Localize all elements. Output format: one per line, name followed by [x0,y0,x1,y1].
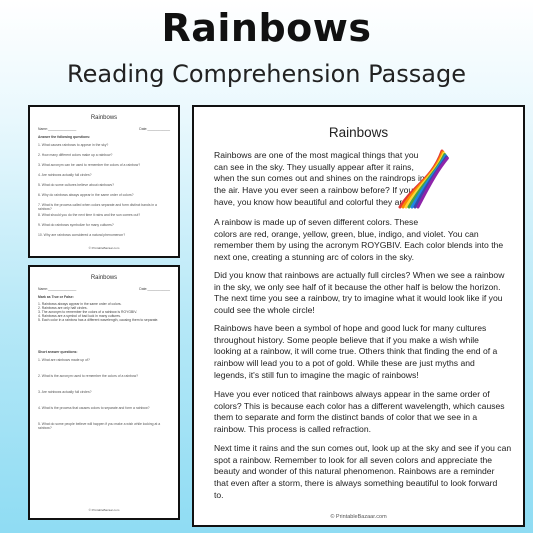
worksheet-footer: © PrintableBazaar.com [88,508,120,512]
question-item: 6. Why do rainbows always appear in the same order of colors? [38,193,134,197]
tf-item: 3. The acronym to remember the colors of a rainbow is ROYGBIV. [38,310,138,314]
tf-item: 4. Rainbows are a symbol of bad luck in many cultures. [38,314,121,318]
tf-item: 1. Rainbows always appear in the same order of colors. [38,302,122,306]
question-item: 3. What acronym can be used to remember the colors of a rainbow? [38,163,141,167]
true-false-heading: Mark as True or False: [38,295,74,299]
sa-item: 4. What is the process that causes colors to separate and form a rainbow? [38,406,150,410]
passage-paragraph-2: A rainbow is made up of seven different colors. These colors are red, orange, yellow, green, blue, indigo, and violet. You can remember them by using the acronym ROYGBIV. Each color blends into the next one, creating a stunning arc of colors in the sky. [214,217,504,263]
passage-paragraph-4: Rainbows have been a symbol of hope and good luck for many cultures throughout history. Some people believe that if you make a wish while looking at a rainbow, it will come true. Others think that finding the end of a rainbow will lead you to a pot of gold. While these are just myths and legends, it's still fun to imagine the magic of rainbows! [214,323,498,380]
name-date-row [38,287,170,291]
question-item: 1. What causes rainbows to appear in the sky? [38,143,109,147]
question-item: 2. How many different colors make up a rainbow? [38,153,113,157]
sa-item: 5. What do some people believe will happen if you make a wish while looking at a rainbow? [38,422,161,430]
name-label: Name:_______________ [38,127,77,131]
worksheet-title: Rainbows [90,115,118,121]
question-item: 9. What do rainbows symbolize for many cultures? [38,223,114,227]
passage-paragraph-1: Rainbows are one of the most magical things that you can see in the sky. They usually appear after it rains, when the sun comes out and shines on the raindrops in the air. Have you ever seen a rainbow before? If you have, you know how beautiful and colorful they are! [214,150,425,207]
short-answer-heading: Short answer questions: [38,350,78,354]
worksheet-instruction: Answer the following questions: [38,135,91,139]
date-label: Date:____________ [139,287,170,291]
sa-item: 1. What are rainbows made up of? [38,358,90,362]
tf-item: 2. Rainbows are only half circles. [38,306,88,310]
sa-item: 3. Are rainbows actually full circles? [38,390,92,394]
passage-paragraph-5: Have you ever noticed that rainbows always appear in the same order of colors? This is because each color has a different wavelength, which causes them to separate and form the distinct bands of color that we see in a rainbow. This process is called refraction. [214,389,505,435]
passage-paragraph-3: Did you know that rainbows are actually full circles? When we see a rainbow in the sky, we only see half of it because the other half is below the horizon. The next time you see a rainbow, try to imagine what it would look like if you could see the whole circle! [214,270,505,316]
question-item: 8. What should you do the next time it rains and the sun comes out? [38,213,141,217]
rainbow-band [406,153,444,207]
tf-item: 5. Each color in a rainbow has a different wavelength, causing them to separate. [38,318,159,322]
sa-item: 2. What is the acronym used to remember the colors of a rainbow? [38,374,139,378]
name-date-row [38,127,170,131]
date-label: Date:____________ [139,127,170,131]
question-item: 5. What do some cultures believe about rainbows? [38,183,114,187]
product-subtitle: Reading Comprehension Passage [67,60,466,88]
question-item: 4. Are rainbows actually full circles? [38,173,92,177]
worksheet-title: Rainbows [90,275,118,281]
page-footer: © PrintableBazaar.com [330,514,387,520]
reading-passage-page [192,105,525,527]
product-title: Rainbows [161,6,372,50]
question-item: 10. Why are rainbows considered a natural phenomenon? [38,233,126,237]
worksheet-true-false-preview [28,265,180,520]
passage-title: Rainbows [328,125,389,140]
passage-paragraph-6: Next time it rains and the sun comes out, look up at the sky and see if you can spot a rainbow. Remember to look for all seven colors and appreciate the beauty and wonder of this natural phenomenon. Rainbows are a reminder that even after a storm, there is always something beautiful to look forward to. [214,443,512,500]
worksheet-footer: © PrintableBazaar.com [88,246,120,250]
rainbow-illustration [394,145,460,211]
worksheet-questions-preview [28,105,180,258]
question-item: 7. What is the process called when colors separate and form distinct bands in a rainbow? [38,203,157,211]
name-label: Name:_______________ [38,287,77,291]
